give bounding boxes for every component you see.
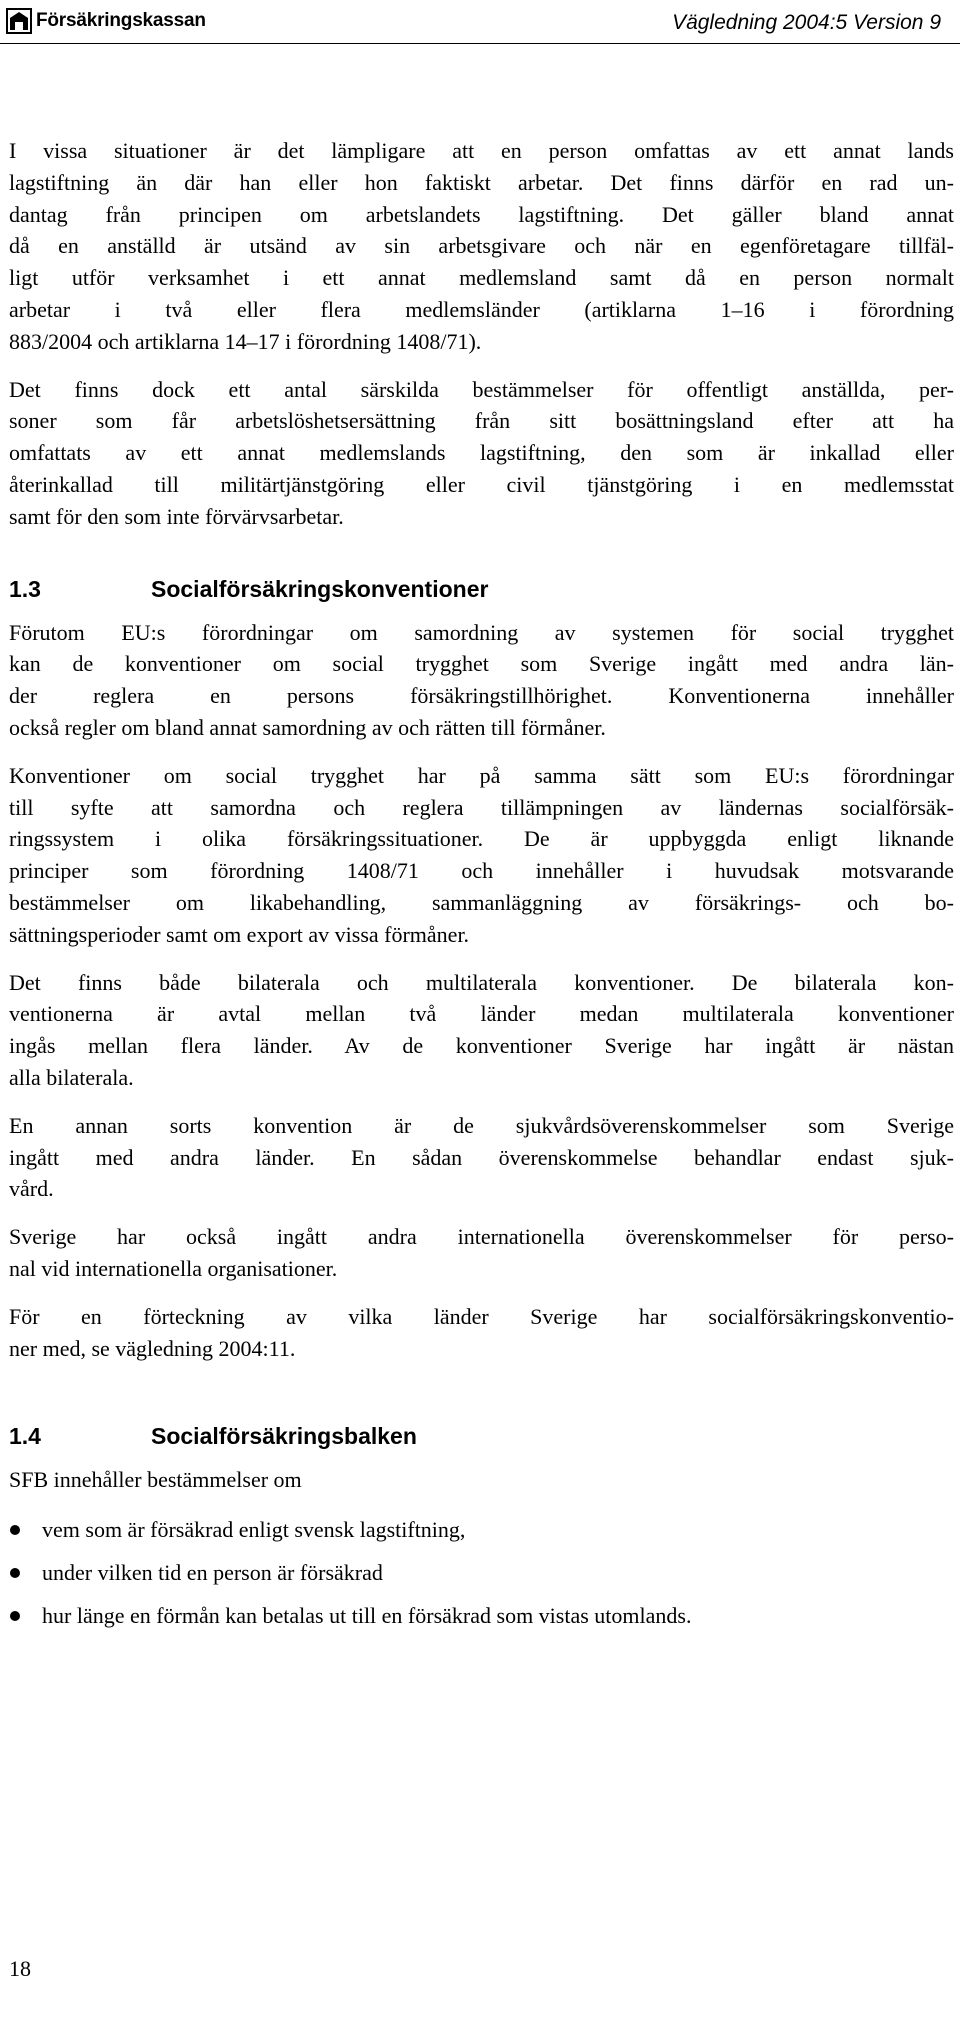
paragraph-line: då en anställd är utsänd av sin arbetsgivare och när en egenföretagare tillfäl- — [9, 233, 954, 259]
paragraph-line: soner som får arbetslöshetsersättning från sitt bosättningsland efter att ha — [9, 408, 954, 434]
intro-paragraphs — [9, 135, 954, 533]
paragraph-line: Sverige har också ingått andra internationella överenskommelser för perso- — [9, 1224, 954, 1250]
paragraph-line: ringssystem i olika försäkringssituationer. De är uppbyggda enligt liknande — [9, 826, 954, 852]
paragraph-line: dantag från principen om arbetslandets lagstiftning. Det gäller bland annat — [9, 201, 954, 227]
paragraph — [9, 617, 954, 744]
list-item — [9, 1600, 954, 1632]
paragraph-line: ner med, se vägledning 2004:11. — [9, 1335, 296, 1361]
paragraph — [9, 967, 954, 1094]
paragraph-line: Det finns dock ett antal särskilda bestämmelser för offentligt anställda, per- — [9, 376, 954, 402]
paragraph-line: principer som förordning 1408/71 och innehåller i huvudsak motsvarande — [9, 858, 954, 884]
section-1-3-body — [9, 617, 954, 1365]
page-number: 18 — [9, 1956, 31, 1981]
paragraph-line: 883/2004 och artiklarna 14–17 i förordning 1408/71). — [9, 328, 482, 354]
paragraph-line: återinkallad till militärtjänstgöring eller civil tjänstgöring i en medlemsstat — [9, 471, 954, 497]
paragraph-line: alla bilaterala. — [9, 1064, 134, 1090]
bullet-icon — [10, 1525, 20, 1535]
bullet-icon — [10, 1611, 20, 1621]
logo — [6, 8, 206, 34]
paragraph-line: SFB innehåller bestämmelser om — [9, 1467, 302, 1493]
paragraph-line: En annan sorts konvention är de sjukvårdsöverenskommelser som Sverige — [9, 1112, 954, 1138]
section-title: Socialförsäkringsbalken — [151, 1423, 417, 1450]
paragraph-line: Förutom EU:s förordningar om samordning av systemen för social trygghet — [9, 619, 954, 645]
paragraph — [9, 1110, 954, 1205]
försäkringskassan-logo-icon — [6, 8, 32, 34]
paragraph-line: omfattats av ett annat medlemslands lagstiftning, den som är inkallad eller — [9, 440, 954, 466]
paragraph-line: vård. — [9, 1176, 54, 1202]
list-item — [9, 1557, 954, 1589]
list-item-text: vem som är försäkrad enligt svensk lagstiftning, — [42, 1517, 466, 1543]
bullet-icon — [10, 1568, 20, 1578]
section-title: Socialförsäkringskonventioner — [151, 575, 489, 602]
paragraph-line: nal vid internationella organisationer. — [9, 1255, 338, 1281]
section-number: 1.3 — [9, 575, 41, 602]
paragraph-line: bestämmelser om likabehandling, sammanläggning av försäkrings- och bo- — [9, 889, 954, 915]
paragraph-line: ingått med andra länder. En sådan överenskommelse behandlar endast sjuk- — [9, 1144, 954, 1170]
paragraph-line: ingås mellan flera länder. Av de konventioner Sverige har ingått är nästan — [9, 1033, 954, 1059]
paragraph-line: I vissa situationer är det lämpligare att en person omfattas av ett annat lands — [9, 138, 954, 163]
paragraph-line: För en förteckning av vilka länder Sverige har socialförsäkringskonventio- — [9, 1303, 954, 1329]
paragraph-line: ventionerna är avtal mellan två länder medan multilaterala konventioner — [9, 1001, 954, 1027]
paragraph-line: lagstiftning än där han eller hon faktiskt arbetar. Det finns därför en rad un- — [9, 169, 954, 195]
logo-text: Försäkringskassan — [36, 10, 206, 31]
list-item-text: under vilken tid en person är försäkrad — [42, 1560, 383, 1586]
paragraph-line: till syfte att samordna och reglera tillämpningen av ländernas socialförsäk- — [9, 794, 954, 820]
bullet-list — [9, 1514, 954, 1632]
paragraph-line: också regler om bland annat samordning av och rätten till förmåner. — [9, 714, 606, 740]
paragraph-line: kan de konventioner om social trygghet som Sverige ingått med andra län- — [9, 651, 954, 677]
section-number: 1.4 — [9, 1423, 41, 1450]
document-reference: Vägledning 2004:5 Version 9 — [672, 11, 941, 34]
paragraph — [9, 135, 954, 358]
paragraph-line: der reglera en persons försäkringstillhörighet. Konventionerna innehåller — [9, 683, 954, 709]
paragraph-line: arbetar i två eller flera medlemsländer (artiklarna 1–16 i förordning — [9, 296, 954, 322]
paragraph-line: sättningsperioder samt om export av vissa förmåner. — [9, 921, 470, 947]
paragraph — [9, 1221, 954, 1285]
paragraph-line: ligt utför verksamhet i ett annat medlemsland samt då en person normalt — [9, 265, 954, 291]
list-item — [9, 1514, 954, 1546]
section-heading-1-3 — [9, 573, 954, 605]
list-item-text: hur länge en förmån kan betalas ut till en försäkrad som vistas utomlands. — [42, 1603, 692, 1629]
paragraph — [9, 374, 954, 533]
paragraph-line: Det finns både bilaterala och multilaterala konventioner. De bilaterala kon- — [9, 969, 954, 995]
paragraph-line: Konventioner om social trygghet har på samma sätt som EU:s förordningar — [9, 762, 954, 788]
page-header — [0, 0, 960, 48]
paragraph — [9, 1301, 954, 1365]
section-1-4-intro — [9, 1464, 954, 1496]
page-content — [9, 135, 954, 1643]
section-heading-1-4 — [9, 1420, 954, 1452]
paragraph-line: samt för den som inte förvärvsarbetar. — [9, 503, 344, 529]
header-divider — [0, 43, 960, 44]
paragraph — [9, 760, 954, 951]
